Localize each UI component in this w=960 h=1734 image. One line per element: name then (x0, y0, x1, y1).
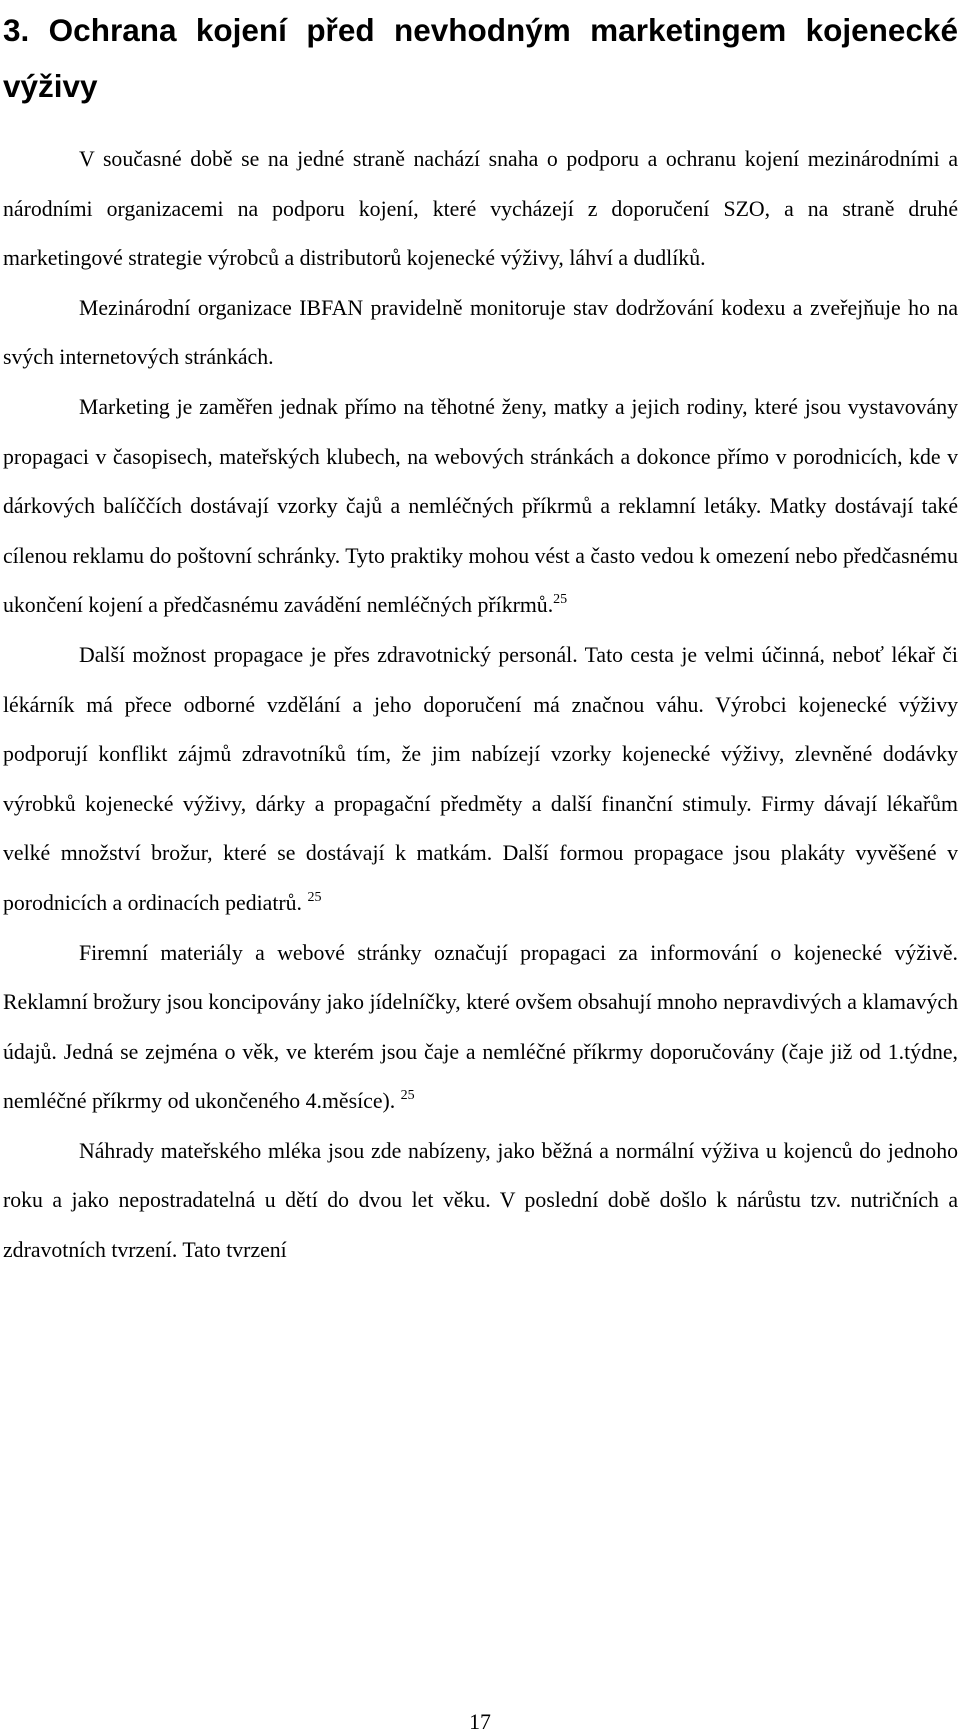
paragraph-milk-substitutes (3, 1127, 958, 1276)
paragraph-text: Firemní materiály a webové stránky označují propagaci za informování o kojenecké výživě. Reklamní brožury jsou koncipovány jako jídelníčky, které ovšem obsahují mnoho nepravdivých a klamavých údajů. Jedná se zejména o věk, ve kterém jsou čaje a nemléčné příkrmy doporučovány (čaje již od 1.týdne, nemléčné příkrmy od ukončeného 4.měsíce). (3, 940, 958, 1114)
footnote-reference: 25 (400, 1088, 415, 1104)
paragraph-text: Náhrady mateřského mléka jsou zde nabízeny, jako běžná a normální výživa u kojenců do jednoho roku a jako nepostradatelná u dětí do dvou let věku. V poslední době došlo k nárůstu tzv. nutričních a zdravotních tvrzení. Tato tvrzení (3, 1138, 958, 1263)
footnote-reference: 25 (553, 592, 568, 608)
paragraph-text: Marketing je zaměřen jednak přímo na těhotné ženy, matky a jejich rodiny, které jsou vystavovány propagaci v časopisech, mateřských klubech, na webových stránkách a dokonce přímo v porodnicích, kde v dárkových balíččích dostávají vzorky čajů a nemléčných příkrmů a reklamní letáky. Matky dostávají také cílenou reklamu do poštovní schránky. Tyto praktiky mohou vést a často vedou k omezení nebo předčasnému ukončení kojení a předčasnému zavádění nemléčných příkrmů. (3, 394, 958, 618)
paragraph-text: Mezinárodní organizace IBFAN pravidelně monitoruje stav dodržování kodexu a zveřejňuje ho na svých internetových stránkách. (3, 295, 958, 370)
paragraph-marketing-mothers (3, 383, 958, 631)
page-number: 17 (469, 1710, 491, 1734)
paragraph-health-staff (3, 631, 958, 929)
paragraph-text: Další možnost propagace je přes zdravotnický personál. Tato cesta je velmi účinná, neboť lékař či lékárník má přece odborné vzdělání a jeho doporučení má značnou váhu. Výrobci kojenecké výživy podporují konflikt zájmů zdravotníků tím, že jim nabízejí vzorky kojenecké výživy, zlevněné dodávky výrobků kojenecké výživy, dárky a propagační předměty a další finanční stimuly. Firmy dávají lékařům velké množství brožur, které se dostávají k matkám. Další formou propagace jsou plakáty vyvěšené v porodnicích a ordinacích pediatrů. (3, 642, 958, 915)
paragraph-marketing-vs-protection (3, 135, 958, 284)
paragraph-ibfan (3, 284, 958, 383)
paragraph-company-materials (3, 929, 958, 1127)
footnote-reference: 25 (307, 889, 322, 905)
chapter-heading: 3. Ochrana kojení před nevhodným marketingem kojenecké výživy (3, 12, 958, 104)
paragraph-text: V současné době se na jedné straně nachází snaha o podporu a ochranu kojení mezinárodními a národními organizacemi na podporu kojení, které vycházejí z doporučení SZO, a na straně druhé marketingové strategie výrobců a distributorů kojenecké výživy, láhví a dudlíků. (3, 147, 958, 271)
body-text (3, 135, 958, 1276)
